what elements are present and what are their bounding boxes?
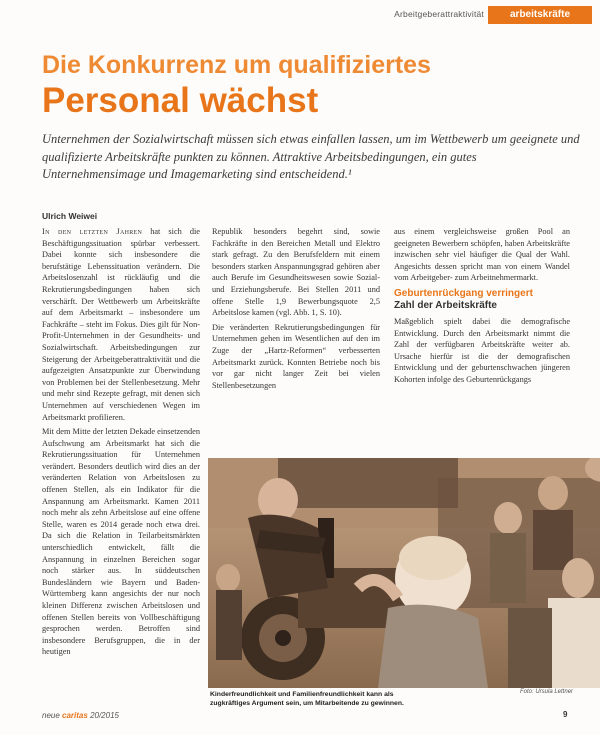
section-label: Arbeitgeberattraktivität — [394, 9, 484, 19]
subheading — [394, 288, 570, 312]
article-photo — [208, 458, 600, 688]
section-tag: arbeitskräfte — [488, 6, 592, 24]
page-number: 9 — [563, 710, 568, 719]
paragraph: aus einem vergleichsweise großen Pool an geeigneten Bewerbern schöpfen, haben Arbeitskräfte inzwischen sehr viel häufiger die Qual der Wahl. Angesichts dessen spricht man von einem Wandel vom Arbeitgeber- zum Arbeitnehmermarkt. — [394, 227, 570, 283]
footer-magazine — [42, 711, 119, 720]
paragraph: Mit dem Mitte der letzten Dekade einsetzenden Aufschwung am Arbeitsmarkt hat sich die Rekrutierungssituation für Unternehmen verändert. Besonders deutlich wird dies an der veränderten Relation von Arbeitslosen zu offenen Stellen, als ein Indikator für die Anspannung am Arbeitsmarkt. Kamen 2011 noch mehr als zehn Arbeitslose auf eine offene Stelle, waren es 2014 gerade noch etwa drei. Da sich die Relation in Teilarbeitsmärkten unterschiedlich entwickelt, fällt die Anspannung in einzelnen Bereichen sogar noch stärker aus. In süddeutschen Bundesländern wie Bayern und Baden-Württemberg kann angesichts der nur noch kleinen Differenz zwischen Arbeitslosen und offenen Stellen bereits von Vollbeschäftigung gesprochen werden. Betroffen sind insbesondere Berufsgruppen, die in der heutigen — [42, 427, 200, 657]
paragraph-text: hat sich die Beschäftigungssituation spürbar verbessert. Dabei konnte sich insbesondere die berufstätige Lebenssituation verändern. Die Arbeitslosenzahl ist rückläufig und die Rekrutierungsbedingungen haben sich verschärft. Der Wettbewerb um Arbeitskräfte auf dem Arbeitsmarkt – insbesondere um Fachkräfte – steht im Fokus. Dies gilt für Non-Profit-Unternehmen in der Gesundheits- und Sozialwirtschaft. Arbeitsbedingungen zur Steigerung der Arbeitgeberattraktivität und die aufgezeigten Ansatzpunkte zur Überwindung von Problemen bei der Stellenbesetzung. Mehr und mehr sind Rezepte gefragt, mit denen sich Unternehmen auf verschiedenen Wegen im Arbeitsmarkt profilieren. — [42, 227, 200, 422]
paragraph: Maßgeblich spielt dabei die demografische Entwicklung. Durch den Arbeitsmarkt nimmt die Zahl der verfügbaren Arbeitskräfte weiter ab. Ursache hierfür ist die der demografischen Entwicklung und der geburtenschwachen jüngeren Kohorten infolge des Geburtenrückgangs — [394, 316, 570, 384]
subheading-line2: Zahl der Arbeitskräfte — [394, 299, 497, 311]
paragraph: Republik besonders begehrt sind, sowie Fachkräfte in den Bereichen Metall und Elektro stark gefragt. Zu den Berufsfeldern mit einem besonders starken Anspannungsgrad gehören aber auch Berufe im Gesundheitswesen sowie Sozial- und Erziehungsberufe. Bei Stellen 2011 und offene Stelle 1,9 Bewerbungsquote 2,5 Arbeitslose kamen (vgl. Abb. 1, S. 10). — [212, 227, 380, 318]
article-title-line2: Personal wächst — [42, 81, 319, 120]
article-column-3 — [394, 226, 570, 389]
author-name: Ulrich Weiwei — [42, 211, 98, 221]
page-header — [0, 6, 600, 24]
magazine-issue: 20/2015 — [90, 711, 119, 720]
article-lead: Unternehmen der Sozialwirtschaft müssen sich etwas einfallen lassen, um im Wettbewerb um geeignete und qualifizierte Arbeitskräfte punkten zu können. Attraktive Arbeitsbedingungen, ein gutes Unternehmensimage und Imagemarketing sind entscheidend.¹ — [42, 132, 580, 181]
magazine-name: caritas — [62, 711, 88, 720]
photo-children-tractor — [208, 458, 600, 688]
magazine-prefix: neue — [42, 711, 60, 720]
paragraph: Die veränderten Rekrutierungsbedingungen für Unternehmen gehen im Wesentlichen auf den im Zuge der „Hartz-Reformen“ verbesserten Arbeitsmarkt zurück. Konnten Betriebe noch bis vor gar nicht langer Zeit bei vielen Stellenbesetzungen — [212, 322, 380, 390]
article-title-line1: Die Konkurrenz um qualifiziertes — [42, 51, 431, 79]
photo-caption: Kinderfreundlichkeit und Familienfreundlichkeit kann als zugkräftiges Argument sein, um Mitarbeitende zu gewinnen. — [210, 691, 404, 707]
lead-in-smallcaps: In den letzten Jahren — [42, 227, 143, 236]
article-column-1 — [42, 226, 200, 661]
subheading-line1: Geburtenrückgang verringert — [394, 287, 533, 299]
paragraph — [42, 226, 200, 423]
photo-credit: Foto: Ursula Lettner — [520, 689, 574, 695]
article-column-2 — [212, 226, 380, 394]
